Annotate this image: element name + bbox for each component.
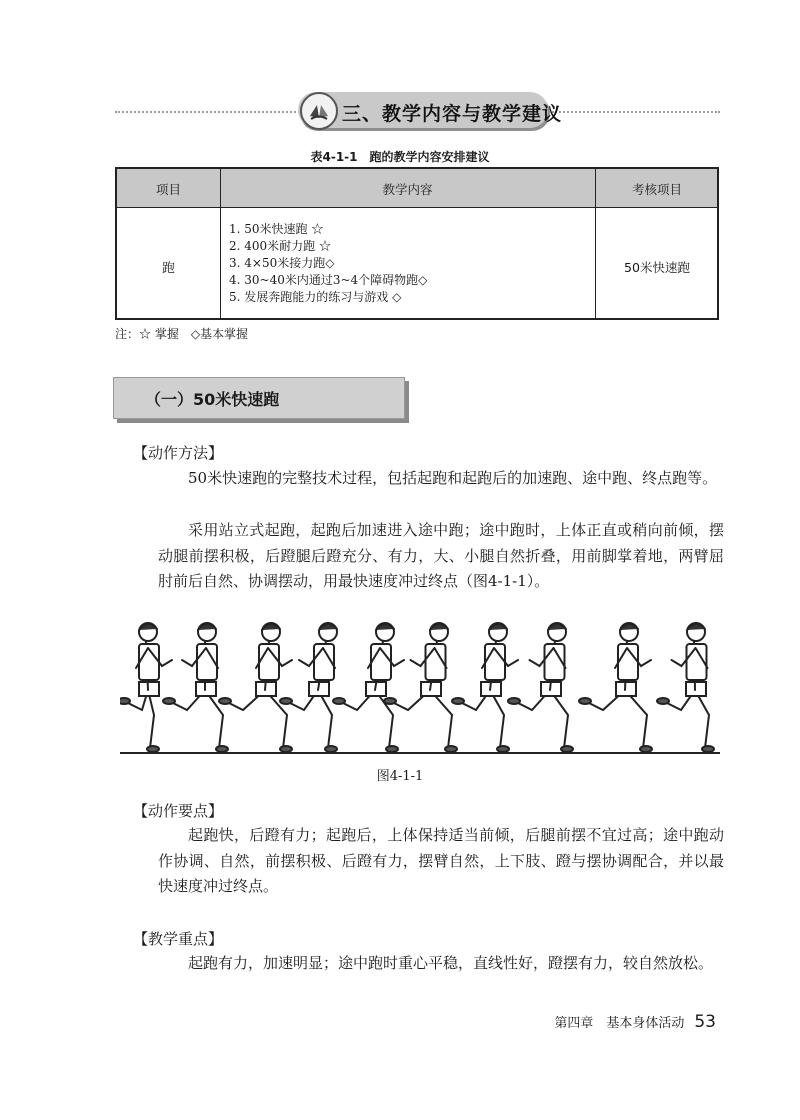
- focus-label: 【教学重点】: [133, 930, 224, 948]
- table-caption: 表4-1-1 跑的教学内容安排建议: [310, 150, 490, 164]
- list-item: 1. 50米快速跑 ☆: [229, 222, 324, 236]
- list-item: 2. 400米耐力跑 ☆: [229, 239, 331, 253]
- runner-frame: [452, 623, 518, 752]
- header-assessment: 考核项目: [631, 182, 682, 197]
- runner-frame: [657, 623, 714, 752]
- runner-frame: [384, 623, 457, 752]
- method-paragraph-2: 采用站立式起跑，起跑后加速进入途中跑；途中跑时，上体正直或稍向前倾，摆动腿前摆积极，后蹬腿后蹬充分、有力，大、小腿自然折叠，用前脚掌着地，两臂屈肘前后自然、协调摆动，用最快速度冲过终点（图4-1-1）。: [158, 521, 724, 590]
- focus-paragraph: 起跑有力，加速明显；途中跑时重心平稳，直线性好，蹬摆有力，较自然放松。: [188, 954, 714, 972]
- runner-frame: [333, 623, 404, 752]
- method-paragraph-1: 50米快速跑的完整技术过程，包括起跑和起跑后的加速跑、途中跑、终点跑等。: [188, 469, 718, 487]
- row-contents: [229, 221, 427, 306]
- open-book-icon: [300, 92, 338, 130]
- divider-left: [115, 111, 300, 113]
- method-label: 【动作方法】: [133, 444, 224, 462]
- keypoints-label: 【动作要点】: [133, 802, 224, 820]
- content-table: [115, 167, 719, 320]
- row-item: 跑: [162, 260, 175, 275]
- table-note: 注：☆ 掌握 ◇基本掌握: [115, 327, 249, 341]
- running-sequence-figure: [120, 610, 720, 760]
- subsection-title: （一）50米快速跑: [145, 390, 280, 409]
- header-content: 教学内容: [382, 182, 433, 197]
- runner-frame: [219, 623, 292, 752]
- runner-frame: [120, 623, 172, 752]
- runner-frame: [280, 623, 337, 752]
- figure-caption: 图4-1-1: [376, 769, 424, 784]
- chapter-title: 第四章 基本身体活动: [554, 1016, 685, 1031]
- divider-right: [552, 111, 720, 113]
- header-item: 项目: [155, 182, 181, 197]
- page-number: 53: [694, 1012, 716, 1032]
- runner-frame: [508, 623, 573, 752]
- list-item: 3. 4×50米接力跑◇: [229, 256, 335, 270]
- runner-frame: [163, 623, 228, 752]
- page-footer: [554, 1012, 716, 1032]
- row-assessment: 50米快速跑: [624, 260, 690, 275]
- section-title: 三、教学内容与教学建议: [342, 103, 563, 125]
- runner-frame: [579, 623, 652, 752]
- list-item: 5. 发展奔跑能力的练习与游戏 ◇: [229, 290, 402, 304]
- keypoints-paragraph: 起跑快，后蹬有力；起跑后，上体保持适当前倾，后腿前摆不宜过高；途中跑动作协调、自然，前摆积极、后蹬有力，摆臂自然，上下肢、蹬与摆协调配合，并以最快速度冲过终点。: [158, 826, 724, 895]
- list-item: 4. 30~40米内通过3~4个障碍物跑◇: [229, 273, 428, 287]
